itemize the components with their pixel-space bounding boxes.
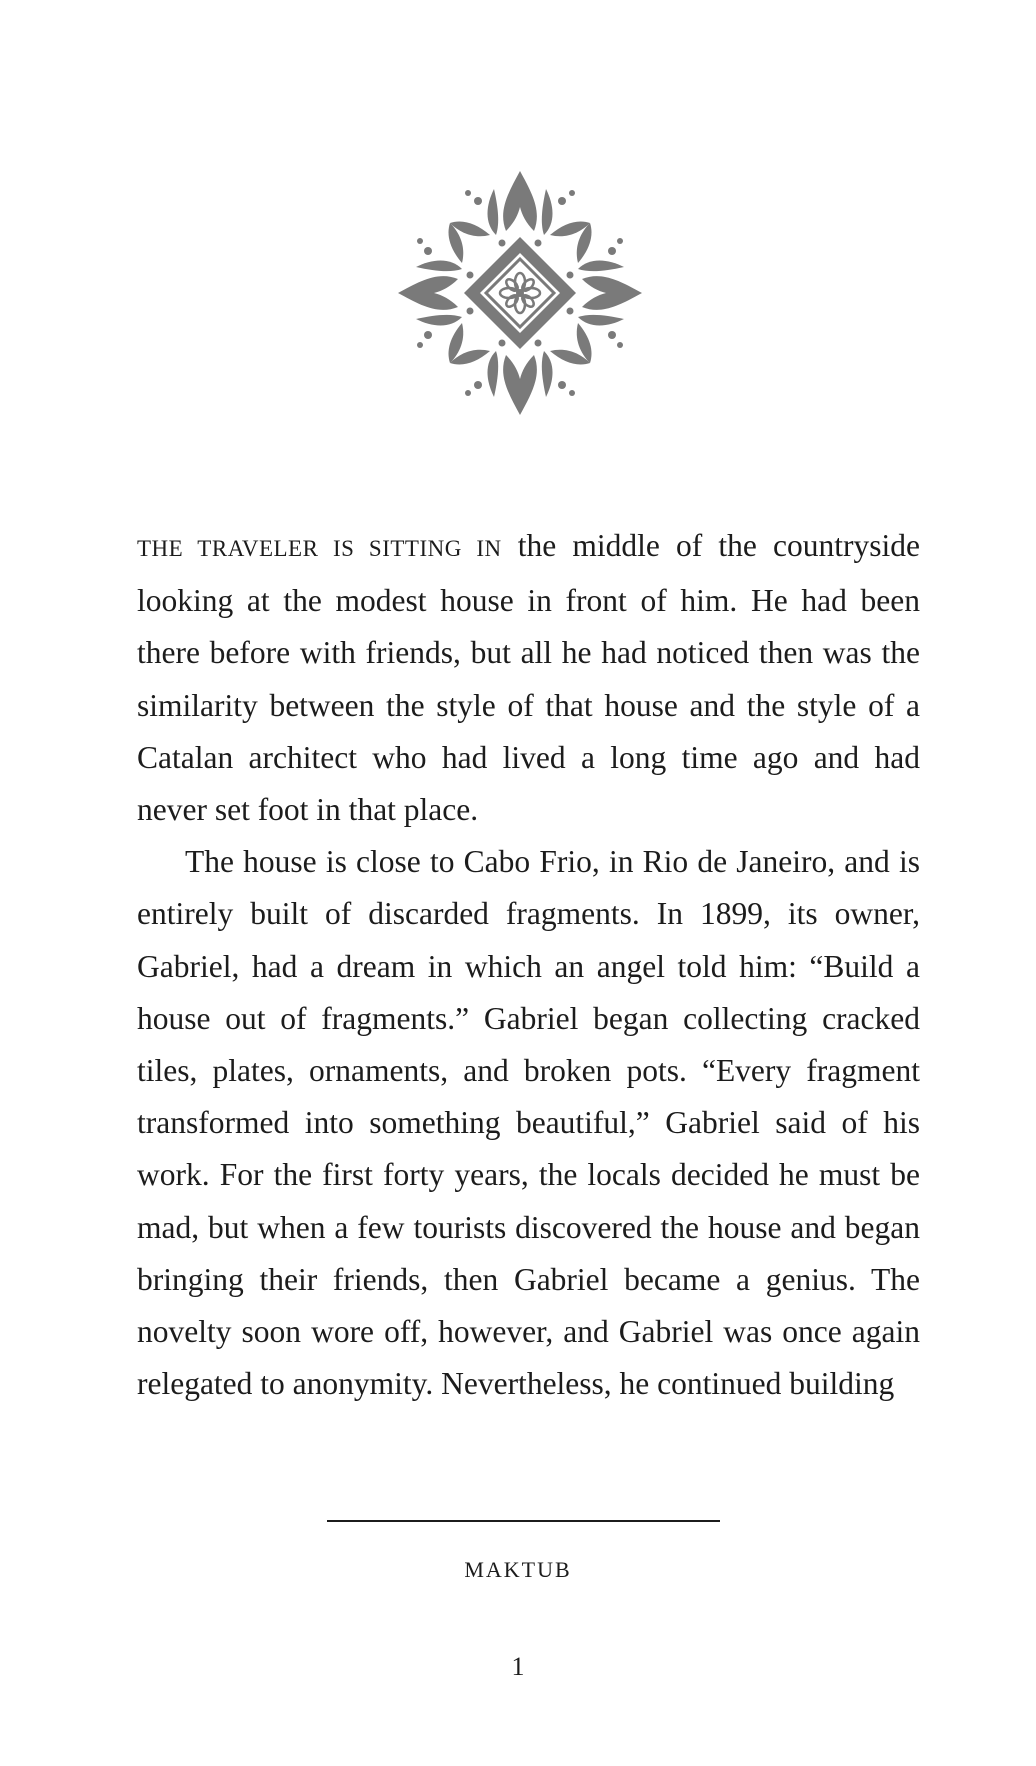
page-number: 1 — [511, 1652, 525, 1681]
body-text — [137, 520, 920, 1410]
paragraph-1 — [137, 520, 920, 836]
running-title: MAKTUB — [464, 1557, 572, 1582]
footer-rule — [327, 1520, 720, 1522]
diamond-floral-ornament-icon — [395, 168, 645, 418]
paragraph-2: The house is close to Cabo Frio, in Rio de Janeiro, and is entirely built of discarded fragments. In 1899, its owner, Gabriel, had a dream in which an angel told him: “Build a house out of fragments.” Gabriel began collecting cracked tiles, plates, ornaments, and broken pots. “Every fragment transformed into something beautiful,” Gabriel said of his work. For the first forty years, the locals decided he must be mad, but when a few tourists discovered the house and began bringing their friends, then Gabriel became a genius. The novelty soon wore off, however, and Gabriel was once again relegated to anonymity. Nevertheless, he continued building — [137, 844, 920, 1402]
lead-in-small-caps: THE TRAVELER IS SITTING IN — [137, 536, 502, 561]
paragraph-1-text: the middle of the countryside looking at the modest house in front of him. He had been there before with friends, but all he had noticed then was the similarity between the style of that house and the style of a Catalan architect who had lived a long time ago and had never set foot in that place. — [137, 528, 920, 828]
